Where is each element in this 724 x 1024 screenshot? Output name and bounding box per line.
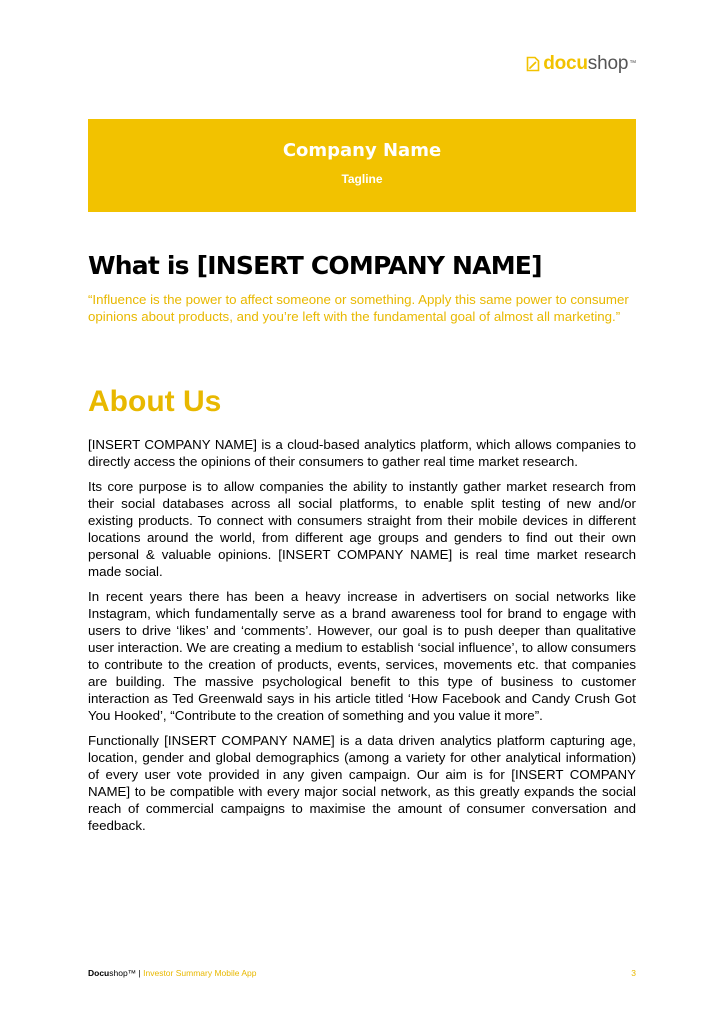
footer-brand-bold: Docu (88, 968, 110, 978)
footer-left (88, 968, 257, 978)
footer-subtitle: Investor Summary Mobile App (143, 968, 257, 978)
logo-shop: shop (587, 53, 629, 74)
company-name: Company Name (282, 140, 442, 161)
docushop-logo (526, 54, 636, 74)
company-tagline: Tagline (341, 172, 383, 186)
logo-wordmark (543, 54, 636, 74)
footer-separator: | (136, 968, 144, 978)
about-us-body (88, 436, 636, 842)
page-number: 3 (631, 968, 636, 978)
about-us-heading: About Us (88, 385, 222, 418)
about-paragraph: Functionally [INSERT COMPANY NAME] is a data driven analytics platform capturing age, location, gender and global demographics (among a variety for other analytical information) of every user vote provided in any given campaign. Our aim is for [INSERT COMPANY NAME] to be compatible with every major social network, as this greatly expands the social reach of commercial campaigns to maximise the amount of consumer conversation and feedback. (88, 733, 636, 833)
footer-brand (88, 968, 136, 978)
about-paragraph: Its core purpose is to allow companies the ability to instantly gather market research from their social databases across all social platforms, to enable split testing of new and/or existing products. To connect with consumers straight from their mobile devices in different locations around the world, from different age groups and genders to find out their own personal & valuable opinions. [INSERT COMPANY NAME] is real time market research made social. (88, 479, 636, 579)
footer-brand-rest: shop™ (109, 968, 137, 978)
influence-quote: “Influence is the power to affect someone or something. Apply this same power to consumer opinions about products, and you’re left with the fundamental goal of almost all marketing.” (88, 292, 629, 324)
what-is-heading: What is [INSERT COMPANY NAME] (88, 251, 542, 280)
logo-trademark: ™ (629, 60, 636, 67)
logo-docu: docu (543, 53, 588, 74)
document-pencil-icon (526, 56, 540, 72)
about-paragraph: In recent years there has been a heavy increase in advertisers on social networks like Instagram, which fundamentally serve as a brand awareness tool for brand to engage with users to drive ‘likes’ and ‘comments’. However, our goal is to push deeper than qualitative user interaction. We are creating a medium to establish ‘social influence’, to allow consumers to contribute to the creation of products, events, services, movements etc. that companies are building. The massive psychological benefit to this type of business to customer interaction as Ted Greenwald says in his article titled ‘How Facebook and Candy Crush Got You Hooked’, “Contribute to the creation of something and you value it more”. (88, 589, 636, 723)
about-paragraph: [INSERT COMPANY NAME] is a cloud-based analytics platform, which allows companies to directly access the opinions of their consumers to gather real time market research. (88, 437, 636, 469)
page-footer (88, 968, 636, 978)
company-banner (88, 119, 636, 212)
